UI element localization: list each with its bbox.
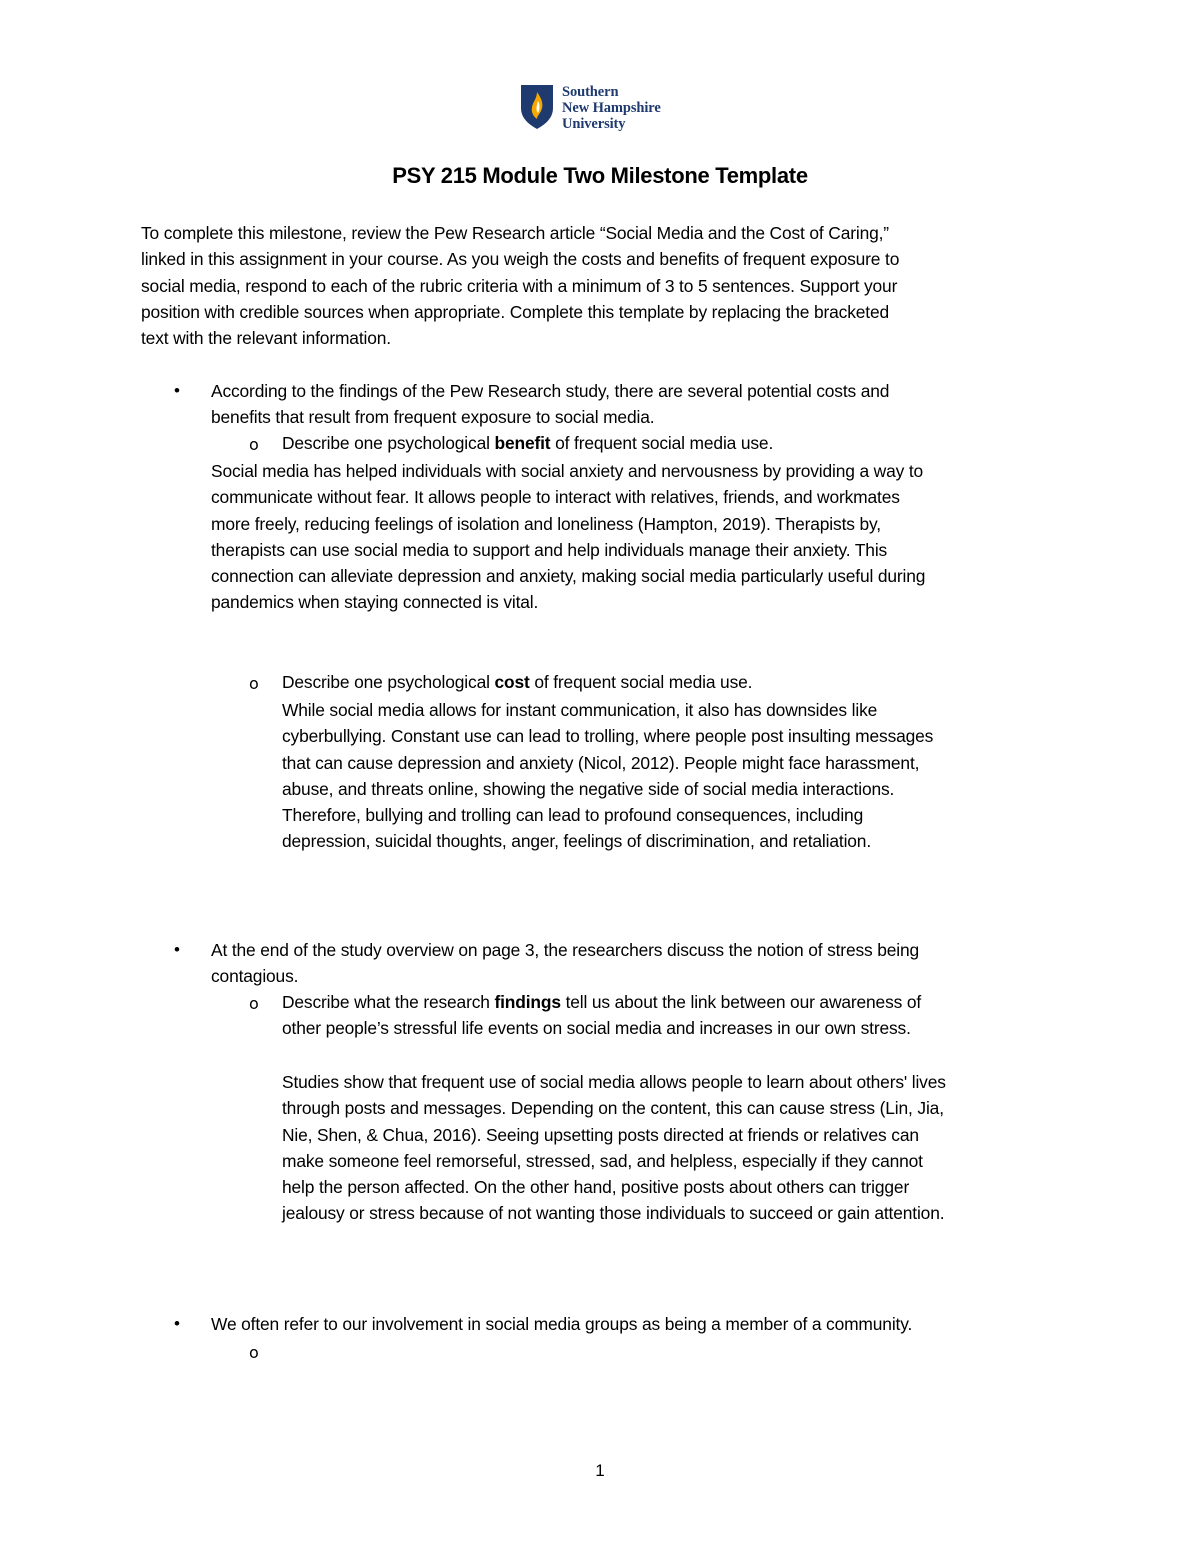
logo-line-3: University	[562, 116, 626, 132]
bullet-line: According to the findings of the Pew Research study, there are several potential costs and	[211, 381, 890, 401]
shield-flame-icon	[520, 84, 554, 130]
intro-line: position with credible sources when appropriate. Complete this template by replacing the bracketed	[141, 301, 890, 322]
intro-line: linked in this assignment in your course. As you weigh the costs and benefits of frequent exposure to	[141, 249, 900, 270]
section2-answer	[282, 1069, 946, 1227]
section2-bullet-text	[211, 937, 919, 990]
question-line: other people’s stressful life events on social media and increases in our own stress.	[282, 1018, 911, 1039]
sub-bullet-icon: o	[249, 994, 259, 1013]
section2-question	[282, 989, 921, 1042]
logo-line-2: New Hampshire	[562, 100, 661, 116]
answer-line: that can cause depression and anxiety (Nicol, 2012). People might face harassment,	[282, 752, 920, 773]
section1-answer2	[282, 697, 933, 855]
intro-paragraph	[141, 220, 899, 351]
section1-question2	[282, 669, 752, 695]
intro-line: social media, respond to each of the rubric criteria with a minimum of 3 to 5 sentences. Support your	[141, 275, 898, 296]
answer-line: Social media has helped individuals with social anxiety and nervousness by providing a way to	[211, 461, 924, 481]
answer-line: therapists can use social media to support and help individuals manage their anxiety. This	[211, 539, 888, 560]
bullet-line: benefits that result from frequent exposure to social media.	[211, 407, 655, 428]
page-number: 1	[595, 1461, 605, 1480]
sub-bullet-icon: o	[249, 435, 259, 454]
answer-line: Therefore, bullying and trolling can lead to profound consequences, including	[282, 805, 864, 826]
question-emphasis: benefit	[494, 433, 551, 453]
answer-line: abuse, and threats online, showing the negative side of social media interactions.	[282, 778, 895, 799]
answer-line: depression, suicidal thoughts, anger, feelings of discrimination, and retaliation.	[282, 831, 872, 852]
question-text: Describe what the research	[282, 992, 495, 1012]
answer-line: connection can alleviate depression and anxiety, making social media particularly useful during	[211, 566, 926, 587]
answer-line: Nie, Shen, & Chua, 2016). Seeing upsetting posts directed at friends or relatives can	[282, 1124, 919, 1145]
logo-line-1: Southern	[562, 84, 619, 100]
question-text: of frequent social media use.	[529, 672, 753, 692]
section3-bullet-text	[211, 1311, 912, 1337]
answer-line: While social media allows for instant communication, it also has downsides like	[282, 700, 878, 720]
bullet-icon: •	[174, 940, 180, 959]
section1-question1	[282, 430, 773, 456]
question-text: Describe one psychological	[282, 672, 495, 692]
question-text: of frequent social media use.	[550, 433, 774, 453]
bullet-line: At the end of the study overview on page 3, the researchers discuss the notion of stress being	[211, 940, 920, 960]
university-logo	[520, 84, 700, 134]
answer-line: help the person affected. On the other hand, positive posts about others can trigger	[282, 1177, 910, 1198]
bullet-line: contagious.	[211, 966, 299, 987]
bullet-icon: •	[174, 381, 180, 400]
bullet-line: We often refer to our involvement in social media groups as being a member of a community.	[211, 1314, 913, 1334]
answer-line: pandemics when staying connected is vital.	[211, 592, 539, 613]
question-emphasis: cost	[494, 672, 530, 692]
answer-line: make someone feel remorseful, stressed, sad, and helpless, especially if they cannot	[282, 1150, 923, 1171]
answer-line: Studies show that frequent use of social media allows people to learn about others' lives	[282, 1072, 946, 1092]
answer-line: communicate without fear. It allows people to interact with relatives, friends, and workmates	[211, 487, 900, 508]
answer-line: jealousy or stress because of not wanting those individuals to succeed or gain attention.	[282, 1203, 945, 1224]
answer-line: through posts and messages. Depending on the content, this can cause stress (Lin, Jia,	[282, 1098, 944, 1119]
logo-wordmark	[562, 84, 661, 132]
section1-answer1	[211, 458, 925, 616]
section1-bullet-text	[211, 378, 889, 431]
document-title: PSY 215 Module Two Milestone Template	[392, 163, 808, 188]
question-emphasis: findings	[494, 992, 561, 1012]
intro-line: text with the relevant information.	[141, 328, 391, 349]
bullet-icon: •	[174, 1314, 180, 1333]
answer-line: more freely, reducing feelings of isolation and loneliness (Hampton, 2019). Therapists by,	[211, 513, 881, 534]
answer-line: cyberbullying. Constant use can lead to trolling, where people post insulting messages	[282, 726, 934, 747]
question-text: tell us about the link between our awareness of	[560, 992, 922, 1012]
sub-bullet-icon: o	[249, 674, 259, 693]
question-line	[282, 989, 921, 1015]
intro-line: To complete this milestone, review the Pew Research article “Social Media and the Cost of Caring,”	[141, 223, 889, 243]
question-text: Describe one psychological	[282, 433, 495, 453]
sub-bullet-icon: o	[249, 1343, 259, 1362]
